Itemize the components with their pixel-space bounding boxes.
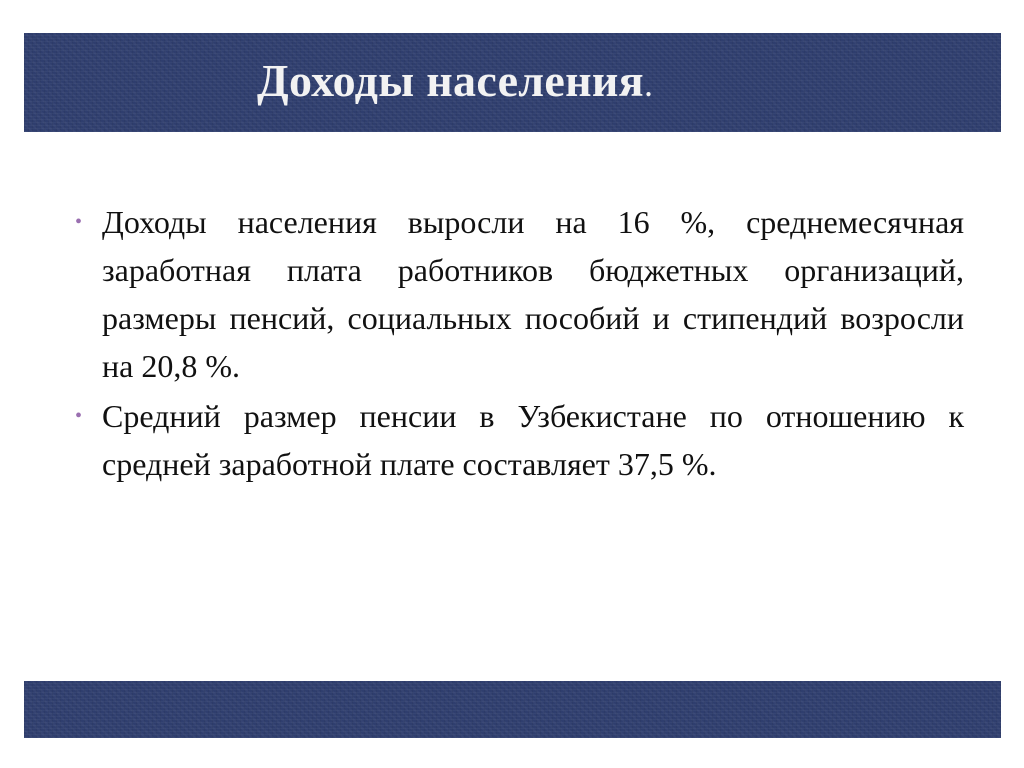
list-item — [72, 392, 964, 488]
slide-title-text: Доходы населения — [257, 55, 644, 106]
list-item — [72, 198, 964, 390]
footer-band — [24, 681, 1001, 738]
slide-title-period: . — [643, 64, 654, 104]
bullet-text: Доходы населения выросли на 16 %, среднемесячная заработная плата работников бюджетных организаций, размеры пенсий, социальных пособий и стипендий возросли на 20,8 %. — [102, 204, 964, 384]
bullet-list — [72, 198, 964, 490]
bullet-icon: • — [75, 405, 83, 427]
bullet-text: Средний размер пенсии в Узбекистане по отношению к средней заработной плате составляет 37,5 %. — [102, 398, 964, 482]
slide-title — [257, 48, 653, 117]
bullet-icon: • — [75, 211, 83, 233]
